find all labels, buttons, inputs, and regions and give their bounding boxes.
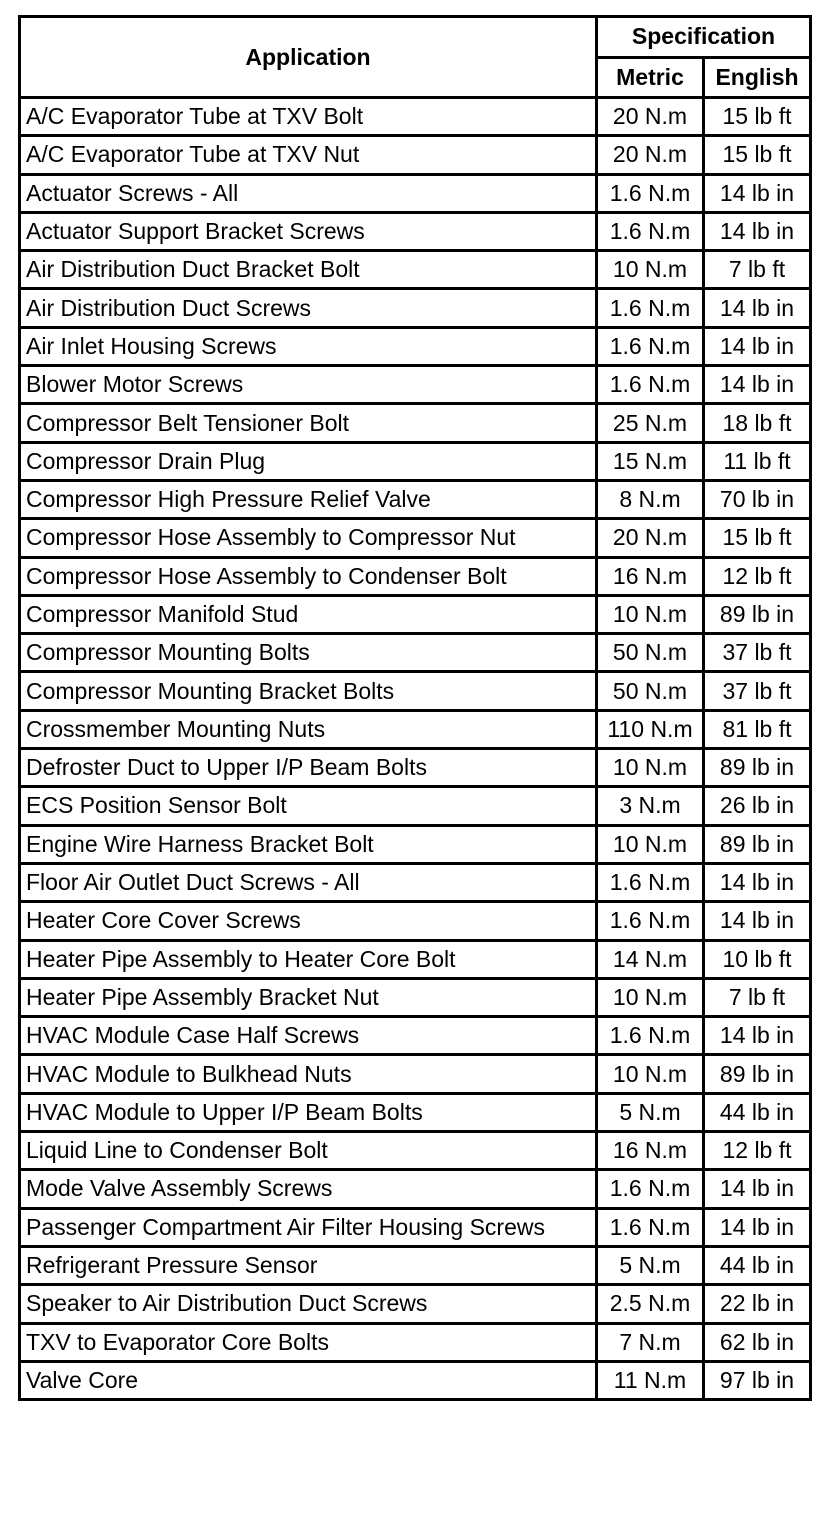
table-row	[20, 825, 811, 863]
metric-cell: 20 N.m	[597, 136, 704, 174]
table-row	[20, 902, 811, 940]
english-cell: 37 lb ft	[704, 672, 811, 710]
application-cell: Air Distribution Duct Screws	[20, 289, 597, 327]
table-row	[20, 595, 811, 633]
english-cell: 10 lb ft	[704, 940, 811, 978]
table-row	[20, 404, 811, 442]
metric-cell: 50 N.m	[597, 634, 704, 672]
metric-cell: 25 N.m	[597, 404, 704, 442]
metric-cell: 10 N.m	[597, 978, 704, 1016]
metric-cell: 10 N.m	[597, 749, 704, 787]
english-cell: 15 lb ft	[704, 98, 811, 136]
metric-cell: 1.6 N.m	[597, 174, 704, 212]
table-header	[20, 17, 811, 98]
application-cell: HVAC Module to Upper I/P Beam Bolts	[20, 1093, 597, 1131]
metric-cell: 1.6 N.m	[597, 327, 704, 365]
table-row	[20, 1208, 811, 1246]
english-cell: 15 lb ft	[704, 136, 811, 174]
table-row	[20, 480, 811, 518]
metric-cell: 1.6 N.m	[597, 1170, 704, 1208]
metric-column-header: Metric	[597, 57, 704, 98]
english-cell: 14 lb in	[704, 863, 811, 901]
english-cell: 89 lb in	[704, 825, 811, 863]
table-row	[20, 978, 811, 1016]
english-cell: 11 lb ft	[704, 442, 811, 480]
metric-cell: 1.6 N.m	[597, 366, 704, 404]
table-row	[20, 1361, 811, 1399]
application-cell: TXV to Evaporator Core Bolts	[20, 1323, 597, 1361]
application-cell: Heater Core Cover Screws	[20, 902, 597, 940]
metric-cell: 10 N.m	[597, 1055, 704, 1093]
application-cell: HVAC Module to Bulkhead Nuts	[20, 1055, 597, 1093]
english-cell: 14 lb in	[704, 174, 811, 212]
english-cell: 14 lb in	[704, 327, 811, 365]
table-row	[20, 710, 811, 748]
application-cell: Compressor Belt Tensioner Bolt	[20, 404, 597, 442]
application-cell: Air Inlet Housing Screws	[20, 327, 597, 365]
metric-cell: 7 N.m	[597, 1323, 704, 1361]
english-cell: 18 lb ft	[704, 404, 811, 442]
metric-cell: 5 N.m	[597, 1093, 704, 1131]
english-cell: 22 lb in	[704, 1285, 811, 1323]
english-column-header: English	[704, 57, 811, 98]
metric-cell: 16 N.m	[597, 1132, 704, 1170]
table-row	[20, 672, 811, 710]
application-cell: Air Distribution Duct Bracket Bolt	[20, 251, 597, 289]
metric-cell: 2.5 N.m	[597, 1285, 704, 1323]
metric-cell: 1.6 N.m	[597, 1017, 704, 1055]
table-body	[20, 98, 811, 1400]
metric-cell: 10 N.m	[597, 251, 704, 289]
english-cell: 14 lb in	[704, 212, 811, 250]
metric-cell: 15 N.m	[597, 442, 704, 480]
table-row	[20, 98, 811, 136]
application-cell: Compressor Mounting Bracket Bolts	[20, 672, 597, 710]
table-row	[20, 366, 811, 404]
english-cell: 14 lb in	[704, 1208, 811, 1246]
application-cell: Heater Pipe Assembly to Heater Core Bolt	[20, 940, 597, 978]
metric-cell: 20 N.m	[597, 98, 704, 136]
application-cell: Passenger Compartment Air Filter Housing Screws	[20, 1208, 597, 1246]
table-row	[20, 557, 811, 595]
english-cell: 14 lb in	[704, 1017, 811, 1055]
metric-cell: 11 N.m	[597, 1361, 704, 1399]
metric-cell: 20 N.m	[597, 519, 704, 557]
application-cell: Engine Wire Harness Bracket Bolt	[20, 825, 597, 863]
application-cell: Valve Core	[20, 1361, 597, 1399]
table-row	[20, 940, 811, 978]
metric-cell: 1.6 N.m	[597, 902, 704, 940]
table-row	[20, 519, 811, 557]
table-row	[20, 327, 811, 365]
application-cell: Compressor Drain Plug	[20, 442, 597, 480]
english-cell: 70 lb in	[704, 480, 811, 518]
metric-cell: 1.6 N.m	[597, 863, 704, 901]
application-cell: Liquid Line to Condenser Bolt	[20, 1132, 597, 1170]
english-cell: 81 lb ft	[704, 710, 811, 748]
application-cell: Crossmember Mounting Nuts	[20, 710, 597, 748]
application-cell: Refrigerant Pressure Sensor	[20, 1246, 597, 1284]
table-row	[20, 1132, 811, 1170]
english-cell: 15 lb ft	[704, 519, 811, 557]
application-cell: Compressor High Pressure Relief Valve	[20, 480, 597, 518]
table-row	[20, 442, 811, 480]
english-cell: 44 lb in	[704, 1246, 811, 1284]
application-cell: ECS Position Sensor Bolt	[20, 787, 597, 825]
application-cell: A/C Evaporator Tube at TXV Nut	[20, 136, 597, 174]
table-row	[20, 1055, 811, 1093]
application-cell: Defroster Duct to Upper I/P Beam Bolts	[20, 749, 597, 787]
application-cell: Heater Pipe Assembly Bracket Nut	[20, 978, 597, 1016]
application-cell: Speaker to Air Distribution Duct Screws	[20, 1285, 597, 1323]
table-row	[20, 749, 811, 787]
english-cell: 97 lb in	[704, 1361, 811, 1399]
application-cell: Compressor Mounting Bolts	[20, 634, 597, 672]
english-cell: 89 lb in	[704, 749, 811, 787]
metric-cell: 1.6 N.m	[597, 212, 704, 250]
english-cell: 14 lb in	[704, 902, 811, 940]
table-row	[20, 212, 811, 250]
english-cell: 37 lb ft	[704, 634, 811, 672]
table-row	[20, 634, 811, 672]
table-row	[20, 289, 811, 327]
english-cell: 14 lb in	[704, 289, 811, 327]
english-cell: 89 lb in	[704, 595, 811, 633]
english-cell: 14 lb in	[704, 366, 811, 404]
english-cell: 7 lb ft	[704, 978, 811, 1016]
english-cell: 14 lb in	[704, 1170, 811, 1208]
english-cell: 44 lb in	[704, 1093, 811, 1131]
english-cell: 12 lb ft	[704, 1132, 811, 1170]
english-cell: 7 lb ft	[704, 251, 811, 289]
table-row	[20, 863, 811, 901]
application-cell: Blower Motor Screws	[20, 366, 597, 404]
metric-cell: 10 N.m	[597, 595, 704, 633]
table-row	[20, 1093, 811, 1131]
application-cell: Actuator Support Bracket Screws	[20, 212, 597, 250]
english-cell: 89 lb in	[704, 1055, 811, 1093]
table-row	[20, 787, 811, 825]
application-column-header: Application	[20, 17, 597, 98]
metric-cell: 110 N.m	[597, 710, 704, 748]
metric-cell: 10 N.m	[597, 825, 704, 863]
fastener-spec-table	[18, 15, 812, 1401]
english-cell: 62 lb in	[704, 1323, 811, 1361]
specification-column-header: Specification	[597, 17, 811, 58]
metric-cell: 3 N.m	[597, 787, 704, 825]
application-cell: Compressor Hose Assembly to Condenser Bolt	[20, 557, 597, 595]
application-cell: Actuator Screws - All	[20, 174, 597, 212]
header-row-top	[20, 17, 811, 58]
metric-cell: 14 N.m	[597, 940, 704, 978]
table-row	[20, 174, 811, 212]
table-row	[20, 1170, 811, 1208]
application-cell: Compressor Hose Assembly to Compressor Nut	[20, 519, 597, 557]
metric-cell: 16 N.m	[597, 557, 704, 595]
metric-cell: 5 N.m	[597, 1246, 704, 1284]
metric-cell: 1.6 N.m	[597, 1208, 704, 1246]
application-cell: Mode Valve Assembly Screws	[20, 1170, 597, 1208]
table-row	[20, 1246, 811, 1284]
application-cell: Floor Air Outlet Duct Screws - All	[20, 863, 597, 901]
table-row	[20, 136, 811, 174]
table-row	[20, 1323, 811, 1361]
table-row	[20, 1285, 811, 1323]
metric-cell: 1.6 N.m	[597, 289, 704, 327]
table-row	[20, 251, 811, 289]
table-row	[20, 1017, 811, 1055]
metric-cell: 8 N.m	[597, 480, 704, 518]
metric-cell: 50 N.m	[597, 672, 704, 710]
application-cell: HVAC Module Case Half Screws	[20, 1017, 597, 1055]
english-cell: 12 lb ft	[704, 557, 811, 595]
application-cell: Compressor Manifold Stud	[20, 595, 597, 633]
application-cell: A/C Evaporator Tube at TXV Bolt	[20, 98, 597, 136]
english-cell: 26 lb in	[704, 787, 811, 825]
